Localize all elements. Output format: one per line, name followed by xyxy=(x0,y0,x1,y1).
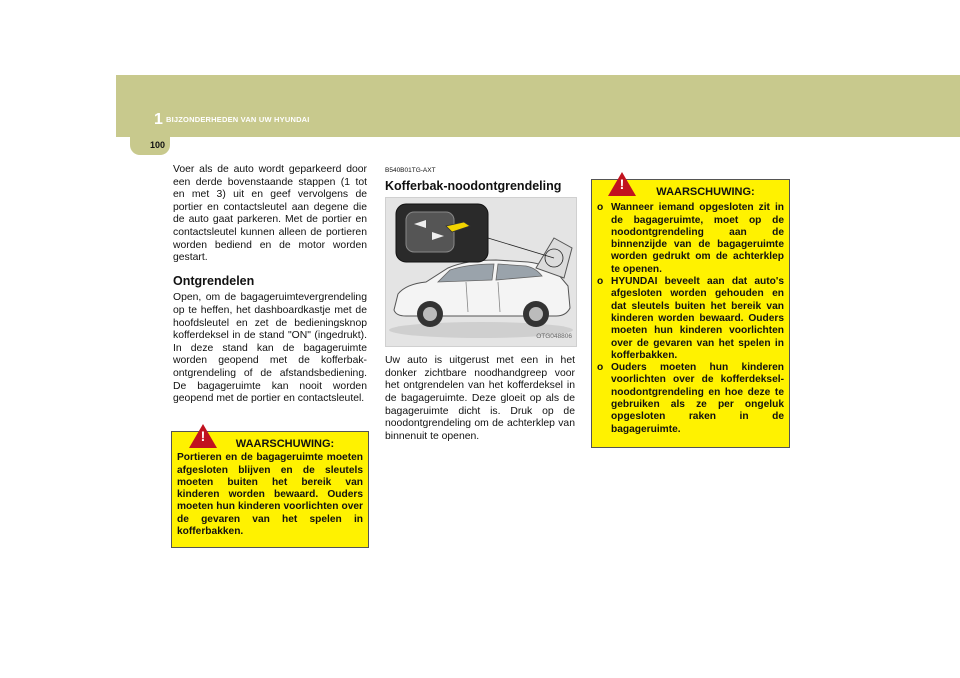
list-item xyxy=(597,276,784,362)
warning-text: Portieren en de bagageruimte moeten afgesloten blijven en de sleutels moeten buiten het bereik van kinderen worden bewaard. Ouders moeten hun kinderen voorlichten over de gevaren van het spelen in kofferbakken. xyxy=(177,452,363,538)
section-code: B540B01TG-AXT xyxy=(385,167,436,174)
list-item-text: HYUNDAI beveelt aan dat auto's afgesloten worden gehouden en dat sleutels buiten het bereik van kinderen worden bewaard. Ouders moeten hun kinderen voorlichten over de gevaren van het spelen in kofferbakken. xyxy=(611,276,784,361)
header-band xyxy=(116,75,960,137)
emergency-release-paragraph: Uw auto is uitgerust met een in het donker zichtbare noodhandgreep voor het ontgrendelen van het kofferdeksel in de bagageruimte. Deze gloeit op als de bagageruimte dicht is. Druk op de noodontgrendeling om de achterklep van binnenuit te openen. xyxy=(385,355,575,442)
warning-title: WAARSCHUWING: xyxy=(656,186,755,198)
middle-column xyxy=(385,165,575,443)
warning-list xyxy=(597,202,784,436)
trunk-release-illustration xyxy=(385,197,577,347)
warning-box-right xyxy=(591,176,790,448)
list-item-text: Ouders moeten hun kinderen voorlichten over de kofferdeksel-noodontgrendeling en hoe deze te gebruiken als ze per ongeluk opgesloten raken in de bagageruimte. xyxy=(611,362,784,435)
car-trunk-illustration xyxy=(386,198,576,346)
page-number: 100 xyxy=(150,140,166,150)
unlock-paragraph: Open, om de bagageruimtevergrendeling op te heffen, het dashboardkastje met de hoofdsleutel en zet de bedieningsknop kofferdeksel in de stand "ON" (ingedrukt). In deze stand kan de bagageruimte worden geopend met de kofferbak-ontgrendeling of de afstandsbediening. De bagageruimte kan nooit worden geopend met de portier en contactsleutel. xyxy=(173,292,367,405)
warning-box-left xyxy=(171,428,369,548)
section-heading-emergency-release: Kofferbak-noodontgrendeling xyxy=(385,178,562,193)
list-bullet: o xyxy=(597,276,604,288)
warning-title: WAARSCHUWING: xyxy=(235,438,335,450)
list-item-text: Wanneer iemand opgesloten zit in de bagageruimte, moet op de noodontgrendeling aan de binnenzijde van de bagageruimte worden gedrukt om de achterklep te openen. xyxy=(611,202,784,275)
intro-paragraph: Voer als de auto wordt geparkeerd door een derde bovenstaande stappen (1 tot en met 3) uit en geef vervolgens de portier en contactsleutel aan degene die de auto gaat parkeren. Met de portier en contactsleutel kunnen alleen de portieren worden bediend en de motor worden gestart. xyxy=(173,164,367,264)
list-item xyxy=(597,202,784,276)
section-heading-unlock: Ontgrendelen xyxy=(173,273,255,288)
chapter-number: 1 xyxy=(154,111,163,128)
warning-exclamation: ! xyxy=(200,428,206,444)
chapter-title: BIJZONDERHEDEN VAN UW HYUNDAI xyxy=(166,115,310,124)
list-bullet: o xyxy=(597,362,604,374)
list-item xyxy=(597,362,784,436)
warning-exclamation: ! xyxy=(619,176,625,192)
list-bullet: o xyxy=(597,202,604,214)
figure-code: OTG048806 xyxy=(536,332,572,340)
left-column xyxy=(173,164,367,406)
